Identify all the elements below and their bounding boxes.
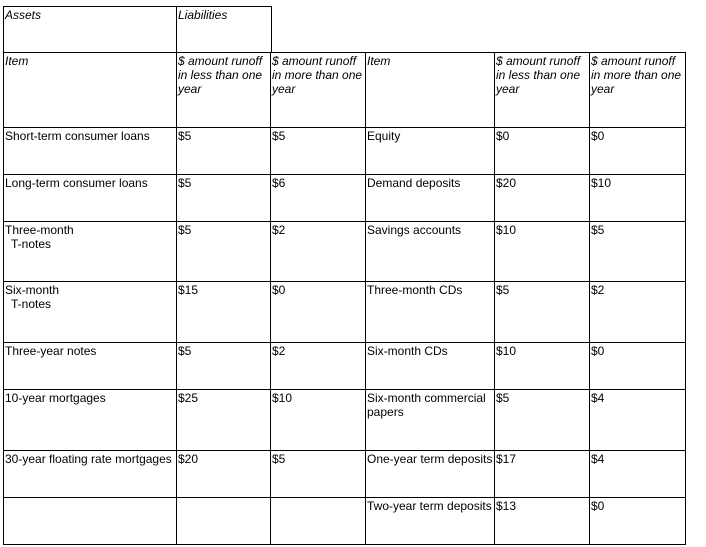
asset-less-value: $5 [178, 344, 192, 358]
liability-less-cell [494, 497, 591, 545]
asset-less-value: $5 [178, 129, 192, 143]
liabilities-more-header-text: $ amount runoff in more than one year [591, 54, 682, 96]
liability-less-cell [494, 389, 591, 451]
liability-more-cell [589, 497, 686, 545]
assets-more-header [270, 52, 367, 128]
liability-item-text: Equity [367, 129, 401, 143]
liability-item-cell [365, 497, 496, 545]
asset-item-text-line2: T-notes [11, 237, 52, 251]
asset-item-cell [3, 174, 178, 222]
liabilities-heading [176, 6, 272, 53]
liability-more-value: $10 [591, 176, 612, 190]
liability-less-value: $10 [496, 223, 517, 237]
asset-more-value: $6 [272, 176, 286, 190]
liability-less-cell [494, 450, 591, 498]
liability-item-cell [365, 174, 496, 222]
liability-item-text: One-year term deposits [367, 452, 493, 466]
liability-less-cell [494, 221, 591, 282]
liabilities-item-header-text: Item [367, 54, 391, 68]
asset-less-cell [176, 127, 272, 175]
asset-item-text: 10-year mortgages [5, 391, 106, 405]
liability-less-value: $20 [496, 176, 517, 190]
liabilities-less-header [494, 52, 591, 128]
liability-less-value: $5 [496, 391, 510, 405]
liabilities-heading-text: Liabilities [178, 8, 228, 22]
asset-item-text: Long-term consumer loans [5, 176, 148, 190]
assets-less-header [176, 52, 272, 128]
liability-more-cell [589, 342, 686, 390]
asset-more-cell [270, 450, 367, 498]
asset-less-cell [176, 281, 272, 343]
asset-less-cell [176, 342, 272, 390]
liability-more-cell [589, 450, 686, 498]
asset-more-cell [270, 174, 367, 222]
asset-item-text: Three-month [5, 223, 74, 237]
asset-item-text: Six-month [5, 283, 60, 297]
liability-item-text: Six-month commercial papers [367, 391, 486, 419]
asset-item-cell [3, 342, 178, 390]
assets-more-header-text: $ amount runoff in more than one year [272, 54, 363, 96]
asset-item-cell [3, 281, 178, 343]
assets-item-header-text: Item [5, 54, 29, 68]
liability-item-cell [365, 127, 496, 175]
assets-heading [3, 6, 178, 53]
asset-less-cell [176, 389, 272, 451]
liability-more-value: $5 [591, 223, 605, 237]
asset-less-cell [176, 450, 272, 498]
liability-less-cell [494, 174, 591, 222]
asset-less-value: $15 [178, 283, 199, 297]
liability-less-value: $13 [496, 499, 517, 513]
asset-less-value: $20 [178, 452, 199, 466]
liability-item-cell [365, 389, 496, 451]
asset-more-value: $5 [272, 452, 286, 466]
liability-less-cell [494, 281, 591, 343]
liability-more-value: $4 [591, 452, 605, 466]
liability-less-value: $5 [496, 283, 510, 297]
asset-item-cell [3, 450, 178, 498]
asset-less-value: $5 [178, 176, 192, 190]
asset-empty-cell [176, 497, 272, 545]
liability-less-value: $0 [496, 129, 510, 143]
liability-less-value: $17 [496, 452, 517, 466]
liability-item-cell [365, 342, 496, 390]
asset-empty-cell [270, 497, 367, 545]
asset-item-cell [3, 221, 178, 282]
liability-more-value: $0 [591, 499, 605, 513]
asset-less-value: $5 [178, 223, 192, 237]
asset-less-cell [176, 221, 272, 282]
liabilities-less-header-text: $ amount runoff in less than one year [496, 54, 581, 96]
liability-more-value: $2 [591, 283, 605, 297]
liability-more-cell [589, 174, 686, 222]
asset-item-cell [3, 127, 178, 175]
asset-more-cell [270, 389, 367, 451]
liability-item-text: Two-year term deposits [367, 499, 492, 513]
assets-heading-text: Assets [5, 8, 42, 22]
asset-more-cell [270, 342, 367, 390]
liability-less-cell [494, 342, 591, 390]
asset-more-value: $0 [272, 283, 286, 297]
asset-more-cell [270, 221, 367, 282]
asset-item-cell [3, 389, 178, 451]
liability-more-cell [589, 389, 686, 451]
asset-item-text: 30-year floating rate mortgages [5, 452, 172, 466]
asset-more-value: $10 [272, 391, 293, 405]
liability-less-value: $10 [496, 344, 517, 358]
asset-more-value: $2 [272, 344, 286, 358]
liability-more-value: $0 [591, 344, 605, 358]
assets-less-header-text: $ amount runoff in less than one year [178, 54, 263, 96]
asset-more-value: $5 [272, 129, 286, 143]
asset-more-value: $2 [272, 223, 286, 237]
liability-more-value: $4 [591, 391, 605, 405]
asset-less-value: $25 [178, 391, 199, 405]
asset-more-cell [270, 127, 367, 175]
liabilities-item-header [365, 52, 496, 128]
asset-item-text-line2: T-notes [11, 297, 52, 311]
liabilities-more-header [589, 52, 686, 128]
liability-more-cell [589, 221, 686, 282]
asset-empty-cell [3, 497, 178, 545]
liability-item-cell [365, 281, 496, 343]
asset-item-text: Three-year notes [5, 344, 97, 358]
asset-item-text: Short-term consumer loans [5, 129, 150, 143]
liability-item-text: Savings accounts [367, 223, 462, 237]
asset-more-cell [270, 281, 367, 343]
liability-item-text: Six-month CDs [367, 344, 448, 358]
liability-more-cell [589, 281, 686, 343]
liability-more-cell [589, 127, 686, 175]
liability-item-text: Demand deposits [367, 176, 461, 190]
asset-less-cell [176, 174, 272, 222]
liability-item-cell [365, 221, 496, 282]
liability-item-text: Three-month CDs [367, 283, 463, 297]
liability-more-value: $0 [591, 129, 605, 143]
liability-less-cell [494, 127, 591, 175]
liability-item-cell [365, 450, 496, 498]
assets-item-header [3, 52, 178, 128]
